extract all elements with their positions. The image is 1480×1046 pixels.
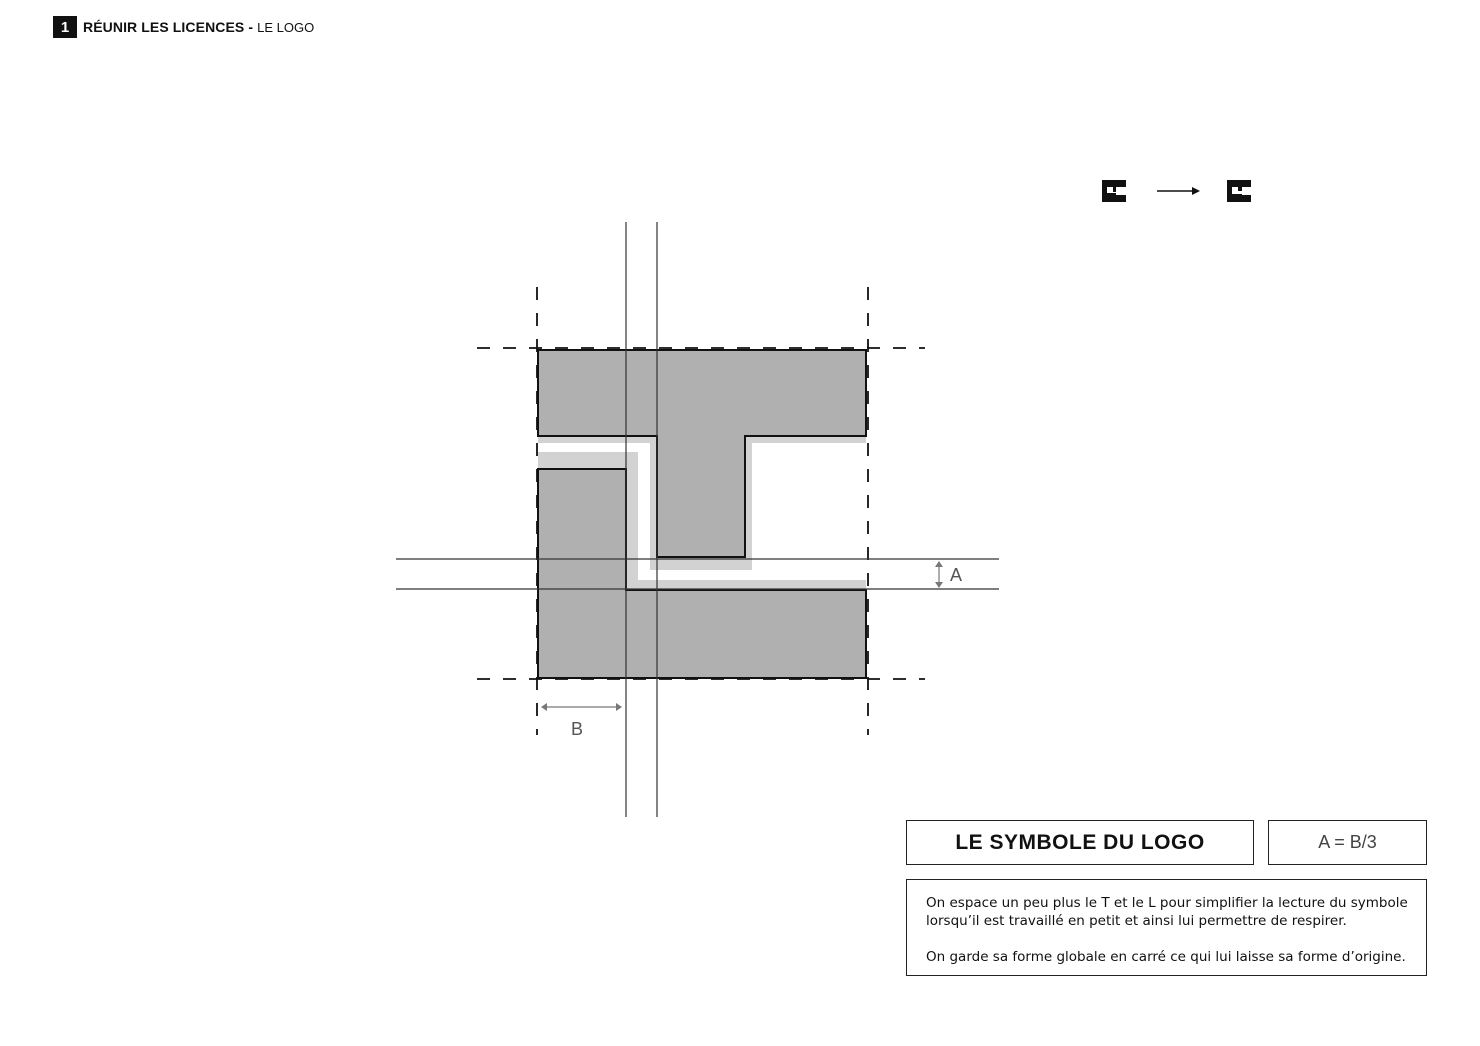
header-subtitle: LE LOGO (257, 19, 315, 35)
logo-before-icon (1102, 180, 1126, 202)
description-paragraph-1: On espace un peu plus le T et le L pour simplifier la lecture du symbole lorsqu’il est travaillé en petit et ainsi lui permettre de respirer. (926, 895, 1408, 929)
section-number-badge: 1 (53, 16, 77, 38)
dimension-b-marker (541, 703, 622, 711)
dimension-a-marker (935, 561, 943, 588)
dimension-a-label: A (950, 565, 963, 585)
formula-box (1268, 820, 1427, 865)
description-paragraph-2: On garde sa forme globale en carré ce qui lui laisse sa forme d’origine. (926, 949, 1406, 965)
dimension-b-label: B (571, 719, 584, 739)
formula-text: A = B/3 (1318, 832, 1377, 852)
symbol-title: LE SYMBOLE DU LOGO (955, 830, 1205, 854)
symbol-title-box (906, 820, 1254, 865)
description-box (906, 879, 1427, 976)
arrow-icon (1157, 187, 1200, 195)
logo-after-icon (1227, 180, 1251, 202)
header-title: RÉUNIR LES LICENCES - (83, 19, 254, 35)
